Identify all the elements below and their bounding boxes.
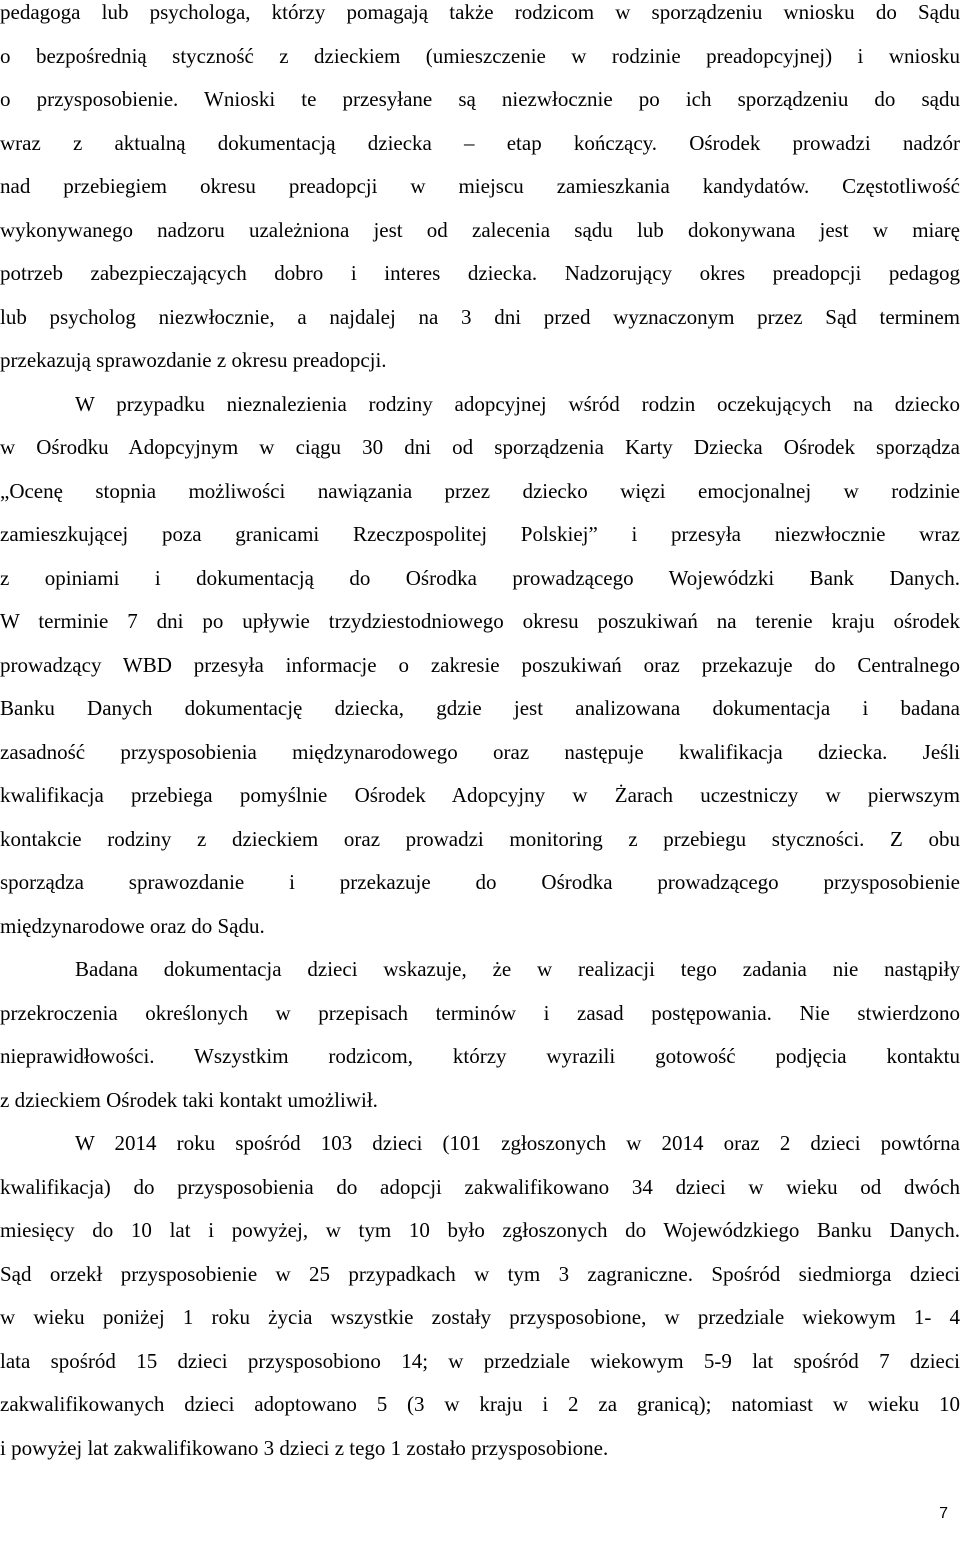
text-line: Banku Danych dokumentację dziecka, gdzie jest analizowana dokumentacja i badana xyxy=(0,696,960,720)
text-line: zamieszkującej poza granicami Rzeczpospolitej Polskiej” i przesyła niezwłocznie wraz xyxy=(0,522,960,546)
text-line: o bezpośrednią styczność z dzieckiem (umieszczenie w rodzinie preadopcyjnej) i wniosku xyxy=(0,44,960,68)
text-line: kwalifikacja) do przysposobienia do adopcji zakwalifikowano 34 dzieci w wieku od dwóch xyxy=(0,1175,960,1199)
text-line: pedagoga lub psychologa, którzy pomagają także rodzicom w sporządzeniu wniosku do Sądu xyxy=(0,0,960,24)
text-line: zakwalifikowanych dzieci adoptowano 5 (3 w kraju i 2 za granicą); natomiast w wieku 10 xyxy=(0,1392,960,1416)
text-line: w wieku poniżej 1 roku życia wszystkie zostały przysposobione, w przedziale wiekowym 1- 4 xyxy=(0,1305,960,1329)
text-line: Badana dokumentacja dzieci wskazuje, że w realizacji tego zadania nie nastąpiły xyxy=(75,957,960,981)
text-line: z opiniami i dokumentacją do Ośrodka prowadzącego Wojewódzki Bank Danych. xyxy=(0,566,960,590)
text-line: z dzieckiem Ośrodek taki kontakt umożliwił. xyxy=(0,1088,378,1112)
text-line: potrzeb zabezpieczających dobro i interes dziecka. Nadzorujący okres preadopcji pedagog xyxy=(0,261,960,285)
text-line: przekazują sprawozdanie z okresu preadopcji. xyxy=(0,348,387,372)
text-line: nad przebiegiem okresu preadopcji w miejscu zamieszkania kandydatów. Częstotliwość xyxy=(0,174,960,198)
text-line: kontakcie rodziny z dzieckiem oraz prowadzi monitoring z przebiegu styczności. Z obu xyxy=(0,827,960,851)
text-line: sporządza sprawozdanie i przekazuje do Ośrodka prowadzącego przysposobienie xyxy=(0,870,960,894)
text-line: W 2014 roku spośród 103 dzieci (101 zgłoszonych w 2014 oraz 2 dzieci powtórna xyxy=(75,1131,960,1155)
text-line: zasadność przysposobienia międzynarodowego oraz następuje kwalifikacja dziecka. Jeśli xyxy=(0,740,960,764)
text-line: lata spośród 15 dzieci przysposobiono 14; w przedziale wiekowym 5-9 lat spośród 7 dzieci xyxy=(0,1349,960,1373)
text-line: miesięcy do 10 lat i powyżej, w tym 10 było zgłoszonych do Wojewódzkiego Banku Danych. xyxy=(0,1218,960,1242)
text-line: międzynarodowe oraz do Sądu. xyxy=(0,914,265,938)
text-line: wraz z aktualną dokumentacją dziecka – etap kończący. Ośrodek prowadzi nadzór xyxy=(0,131,960,155)
text-line: lub psycholog niezwłocznie, a najdalej na 3 dni przed wyznaczonym przez Sąd terminem xyxy=(0,305,960,329)
text-line: nieprawidłowości. Wszystkim rodzicom, którzy wyrazili gotowość podjęcia kontaktu xyxy=(0,1044,960,1068)
page-number: 7 xyxy=(939,1505,948,1522)
text-line: i powyżej lat zakwalifikowano 3 dzieci z tego 1 zostało przysposobione. xyxy=(0,1436,609,1460)
text-line: W przypadku nieznalezienia rodziny adopcyjnej wśród rodzin oczekujących na dziecko xyxy=(75,392,960,416)
text-line: prowadzący WBD przesyła informacje o zakresie poszukiwań oraz przekazuje do Centralnego xyxy=(0,653,960,677)
text-line: wykonywanego nadzoru uzależniona jest od zalecenia sądu lub dokonywana jest w miarę xyxy=(0,218,960,242)
text-line: „Ocenę stopnia możliwości nawiązania przez dziecko więzi emocjonalnej w rodzinie xyxy=(0,479,960,503)
text-line: kwalifikacja przebiega pomyślnie Ośrodek Adopcyjny w Żarach uczestniczy w pierwszym xyxy=(0,783,960,807)
text-line: w Ośrodku Adopcyjnym w ciągu 30 dni od sporządzenia Karty Dziecka Ośrodek sporządza xyxy=(0,435,960,459)
text-line: Sąd orzekł przysposobienie w 25 przypadkach w tym 3 zagraniczne. Spośród siedmiorga dzieci xyxy=(0,1262,960,1286)
text-line: W terminie 7 dni po upływie trzydziestodniowego okresu poszukiwań na terenie kraju ośrodek xyxy=(0,609,960,633)
text-line: przekroczenia określonych w przepisach terminów i zasad postępowania. Nie stwierdzono xyxy=(0,1001,960,1025)
text-line: o przysposobienie. Wnioski te przesyłane są niezwłocznie po ich sporządzeniu do sądu xyxy=(0,87,960,111)
